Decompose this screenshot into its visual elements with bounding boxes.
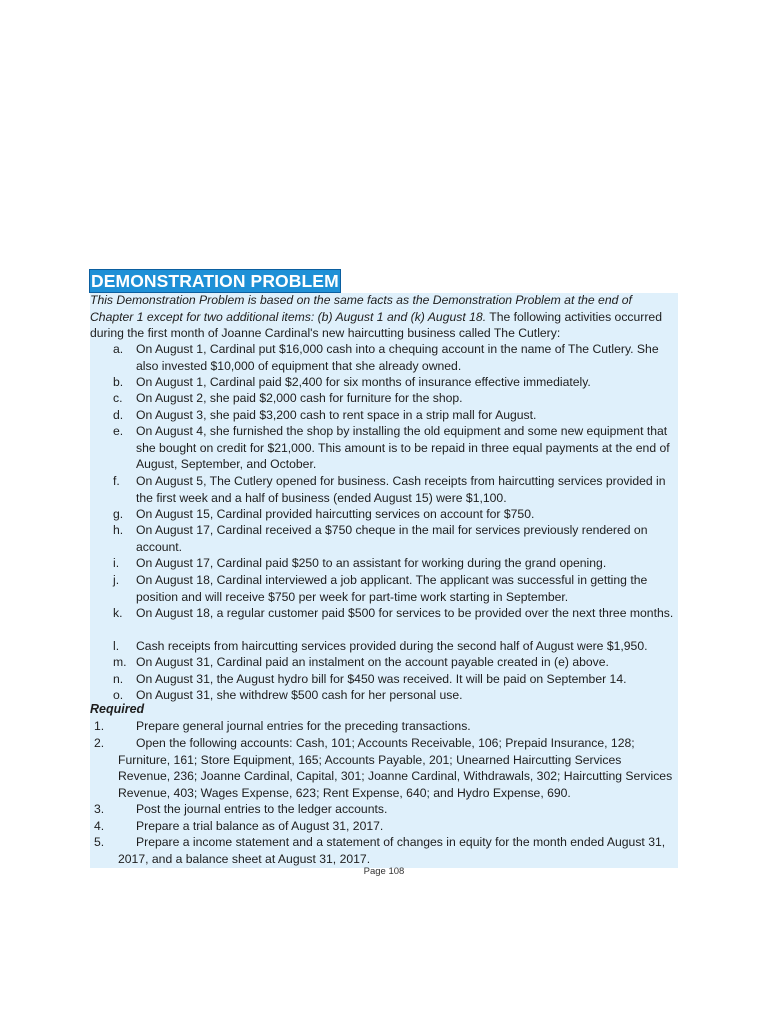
required-label: 4. [94,819,105,833]
page-number: Page 108 [363,866,405,877]
transaction-text: On August 1, Cardinal paid $2,400 for six months of insurance effective immediately. [136,375,591,389]
transaction-label: k. [113,606,123,620]
transaction-label: j. [113,573,120,587]
transaction-label: g. [113,507,124,521]
transaction-text: On August 17, Cardinal received a $750 cheque in the mail for services previously rendered on account. [136,523,648,554]
transaction-label: f. [113,474,120,488]
required-label: 1. [94,719,105,733]
transaction-text: On August 31, Cardinal paid an instalment on the account payable created in (e) above. [136,655,609,669]
required-text: Post the journal entries to the ledger accounts. [136,802,388,816]
transaction-text: Cash receipts from haircutting services provided during the second half of August were $1,950. [136,639,648,653]
transaction-text: On August 31, she withdrew $500 cash for her personal use. [136,688,463,702]
transaction-label: i. [113,556,120,570]
transaction-label: n. [113,672,124,686]
intro-plain-text: The following activities occurred during the first month of Joanne Cardinal's new haircutting business called The Cutlery: [90,309,662,340]
transaction-text: On August 3, she paid $3,200 cash to rent space in a strip mall for August. [136,408,537,422]
required-heading: Required [90,702,145,716]
required-label: 3. [94,802,105,816]
transaction-text: On August 1, Cardinal put $16,000 cash into a chequing account in the name of The Cutlery. She also invested $10,000 of equipment that she already owned. [136,342,659,373]
transaction-label: e. [113,424,124,438]
transaction-label: c. [113,391,123,405]
section-title: DEMONSTRATION PROBLEM [91,271,339,291]
transaction-text: On August 15, Cardinal provided haircutting services on account for $750. [136,507,535,521]
transaction-label: o. [113,688,124,702]
transaction-text: On August 2, she paid $2,000 cash for furniture for the shop. [136,391,463,405]
required-label: 2. [94,736,105,750]
transaction-text: On August 18, a regular customer paid $500 for services to be provided over the next three months. [136,606,674,620]
transaction-label: b. [113,375,124,389]
intro-paragraph [90,292,670,342]
transaction-text: On August 18, Cardinal interviewed a job applicant. The applicant was successful in getting the position and will receive $750 per week for part-time work starting in September. [136,573,648,604]
transaction-label: l. [113,639,120,653]
transaction-text: On August 17, Cardinal paid $250 to an assistant for working during the grand opening. [136,556,607,570]
required-text: Prepare a income statement and a statement of changes in equity for the month ended August 31, 2017, and a balance sheet at August 31, 2017. [118,835,666,866]
transaction-text: On August 5, The Cutlery opened for business. Cash receipts from haircutting services provided in the first week and a half of business (ended August 15) were $1,100. [136,474,666,505]
transaction-label: a. [113,342,124,356]
transaction-text: On August 4, she furnished the shop by installing the old equipment and some new equipment that she bought on credit for $21,000. This amount is to be repaid in three equal payments at the end of August, September, and October. [136,424,670,471]
transaction-label: h. [113,523,124,537]
required-text: Prepare a trial balance as of August 31, 2017. [136,819,384,833]
transaction-label: m. [113,655,127,669]
required-text: Open the following accounts: Cash, 101; Accounts Receivable, 106; Prepaid Insurance, 128; Furniture, 161; Store Equipment, 165; Accounts Payable, 201; Unearned Haircutting Services Revenue, 236; Joanne Cardinal, Capital, 301; Joanne Cardinal, Withdrawals, 302; Haircutting Services Revenue, 403; Wages Expense, 623; Rent Expense, 640; and Hydro Expense, 690. [118,736,673,800]
intro-italic-text: This Demonstration Problem is based on the same facts as the Demonstration Problem at the end of Chapter 1 except for two additional items: (b) August 1 and (k) August 18. [90,293,632,324]
transaction-text: On August 31, the August hydro bill for $450 was received. It will be paid on September 14. [136,672,627,686]
required-label: 5. [94,835,105,849]
required-text: Prepare general journal entries for the preceding transactions. [136,719,471,733]
transaction-label: d. [113,408,124,422]
